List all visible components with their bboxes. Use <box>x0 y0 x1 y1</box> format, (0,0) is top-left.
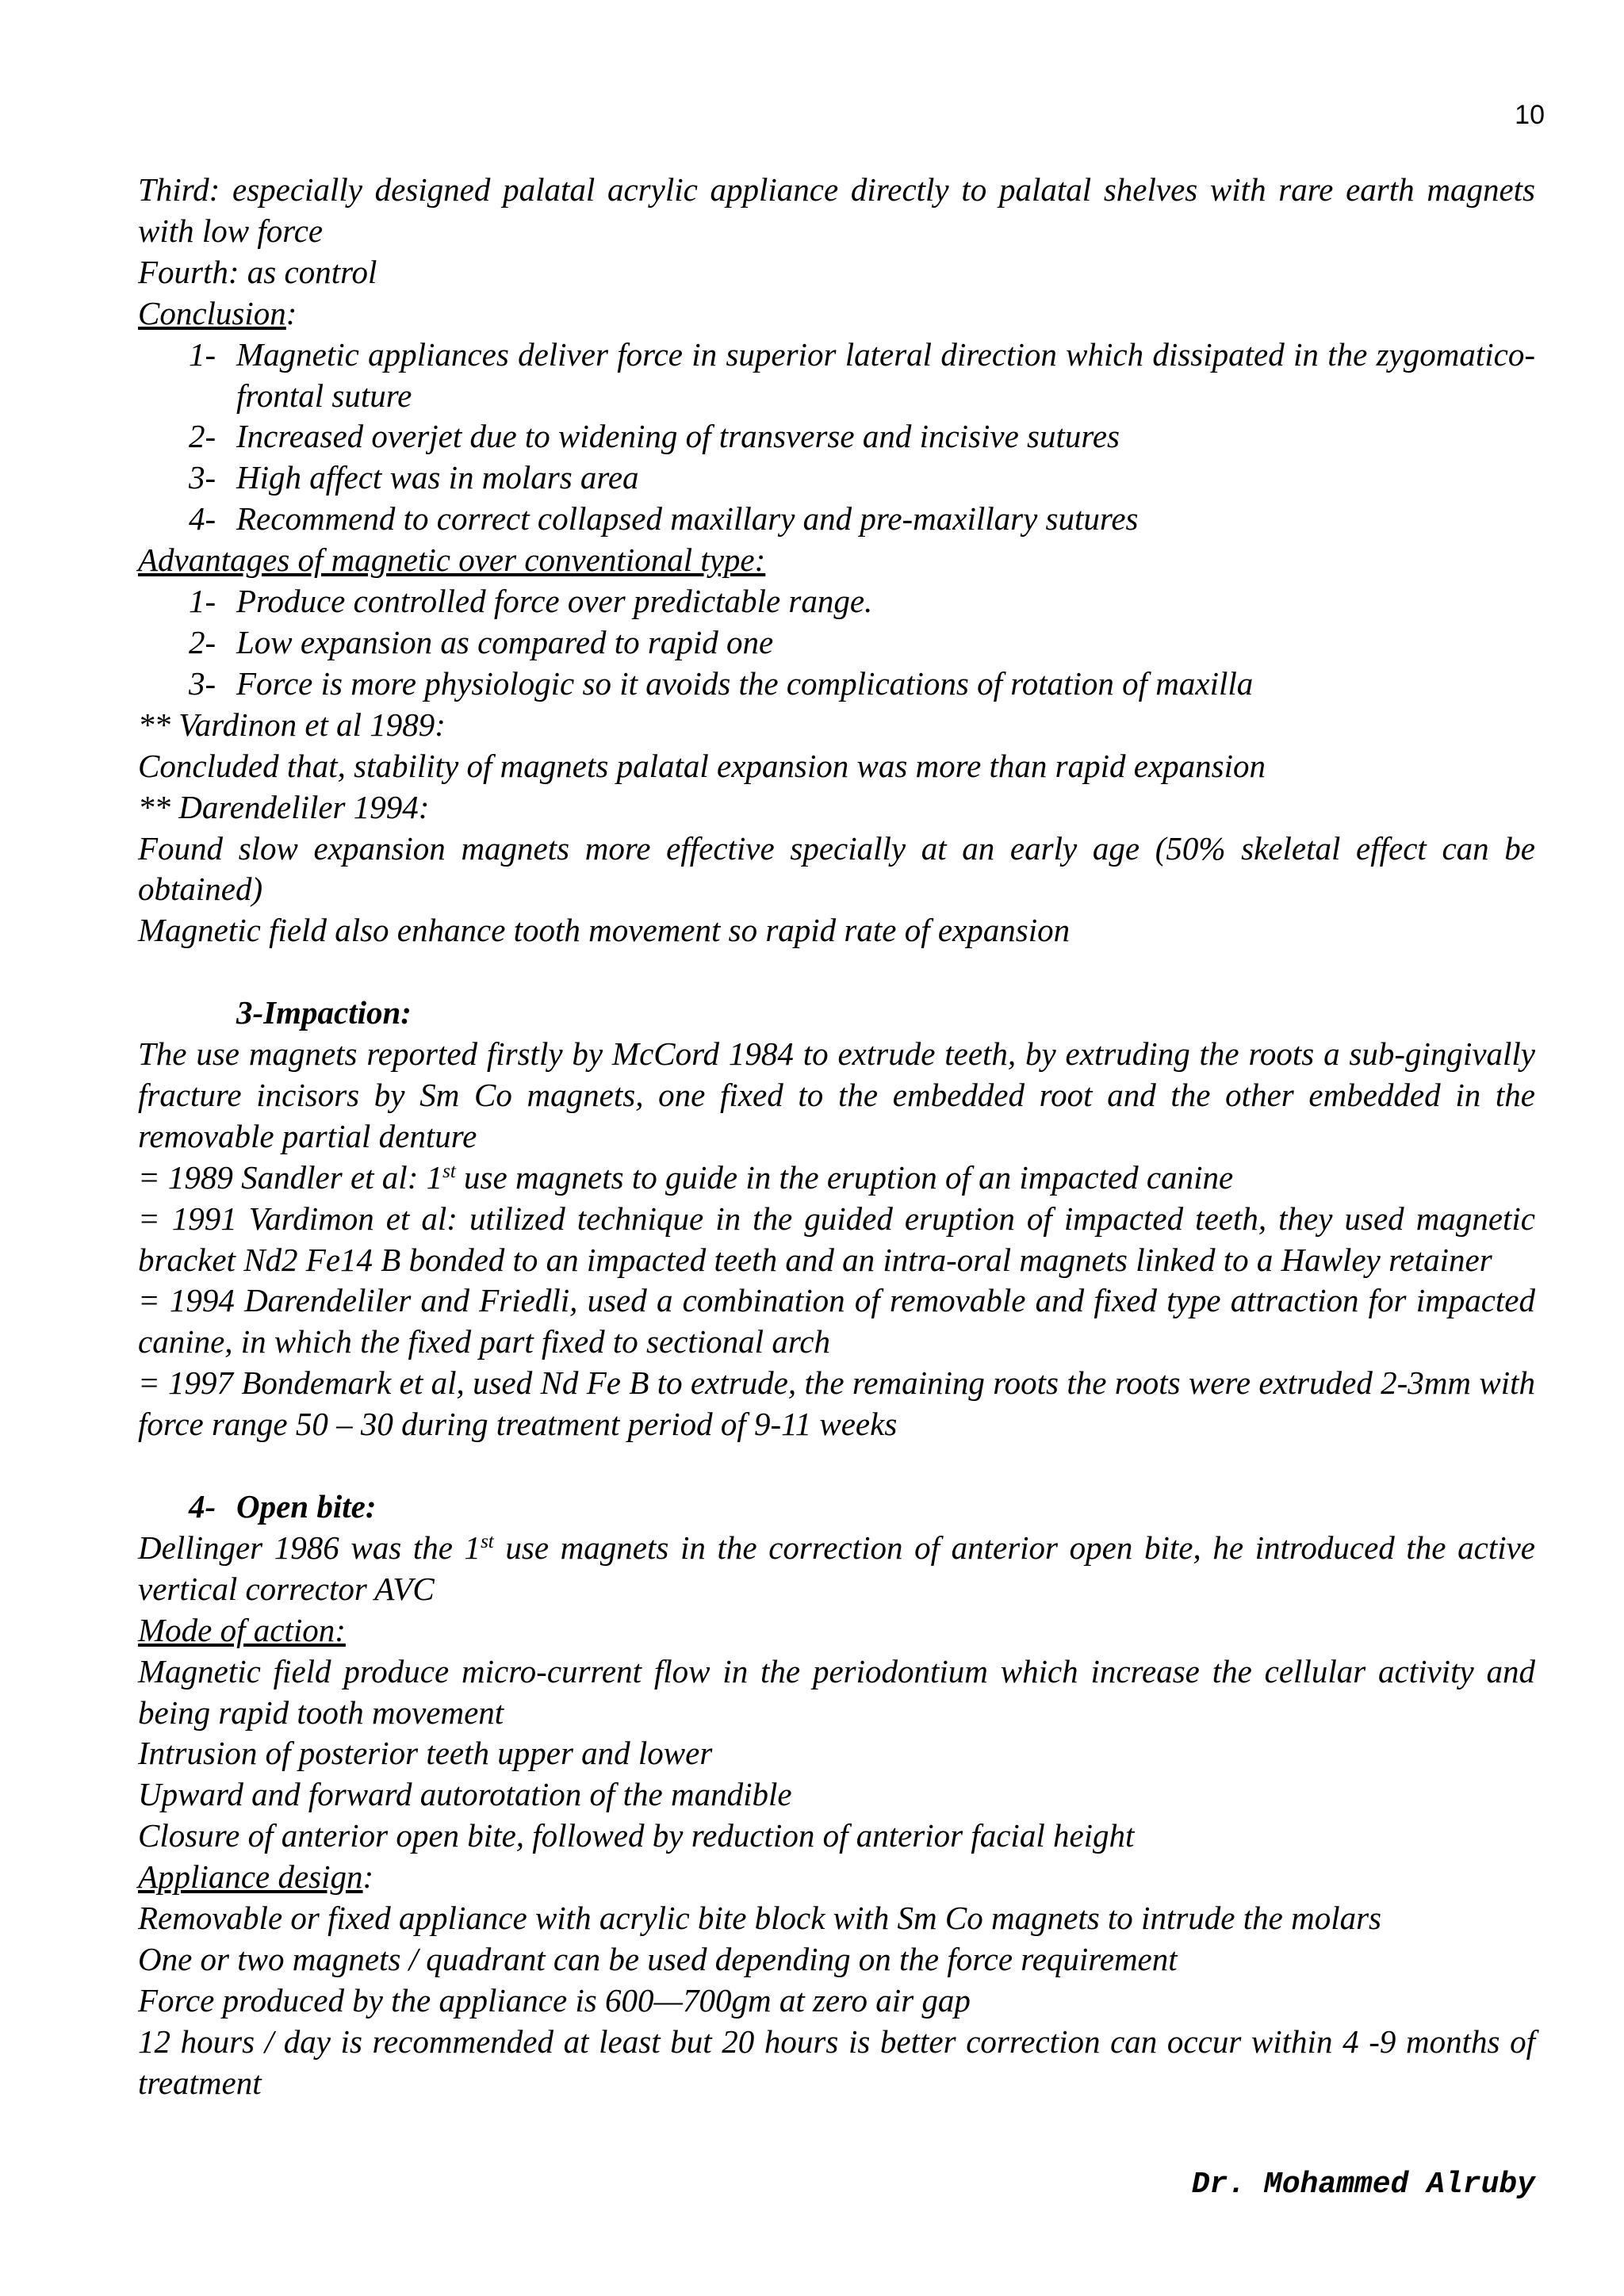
impaction-heading: 3-Impaction: <box>236 994 412 1031</box>
intro-text: use magnets in the correction of anterior open bite, he introduced the active vertical corrector AVC <box>138 1529 1535 1607</box>
entry-text: = 1989 Sandler et al: 1 <box>138 1158 443 1196</box>
mode-of-action-heading: Mode of action: <box>138 1611 346 1648</box>
impaction-entry: = 1994 Darendeliler and Friedli, used a combination of removable and fixed type attraction for impacted canine, in which the fixed part fixed to sectional arch <box>138 1282 1535 1360</box>
open-bite-intro <box>138 1528 1535 1610</box>
list-item-text: Magnetic appliances deliver force in superior lateral direction which dissipated in the zygomatico-frontal suture <box>236 335 1535 414</box>
appliance-design-heading <box>138 1857 1535 1898</box>
list-item-text: Increased overjet due to widening of transverse and incisive sutures <box>236 418 1120 455</box>
heading-text: Appliance design <box>138 1858 363 1896</box>
blank-line <box>138 1445 1535 1487</box>
impaction-intro: The use magnets reported firstly by McCord 1984 to extrude teeth, by extruding the roots a sub-gingivally fracture incisors by Sm Co magnets, one fixed to the embedded root and the other embedded in the removable partial denture <box>138 1035 1535 1154</box>
mode-item: Intrusion of posterior teeth upper and lower <box>138 1735 713 1772</box>
intro-text: Dellinger 1986 was the 1 <box>138 1529 481 1566</box>
impaction-entry: = 1997 Bondemark et al, used Nd Fe B to extrude, the remaining roots the roots were extruded 2-3mm with force range 50 – 30 during treatment period of 9-11 weeks <box>138 1364 1535 1443</box>
design-item: One or two magnets / quadrant can be used depending on the force requirement <box>138 1940 1178 1977</box>
impaction-entry: = 1991 Vardimon et al: utilized technique in the guided eruption of impacted teeth, they used magnetic bracket Nd2 Fe14 B bonded to an impacted teeth and an intra-oral magnets linked to a Hawley retainer <box>138 1200 1535 1278</box>
entry-text: use magnets to guide in the eruption of an impacted canine <box>455 1158 1234 1196</box>
heading-number: 4- <box>189 1487 216 1525</box>
advantages-list <box>138 581 1535 705</box>
page-content <box>138 170 1535 2104</box>
list-item-text: Force is more physiologic so it avoids the complications of rotation of maxilla <box>236 664 1254 702</box>
list-item <box>138 664 1535 705</box>
list-item-text: Recommend to correct collapsed maxillary and pre-maxillary sutures <box>236 500 1139 538</box>
conclusion-list <box>138 335 1535 541</box>
conclusion-heading-suffix: : <box>285 294 297 331</box>
list-item <box>138 622 1535 664</box>
blank-line <box>138 951 1535 993</box>
study-text: Concluded that, stability of magnets palatal expansion was more than rapid expansion <box>138 747 1266 784</box>
list-item-text: Low expansion as compared to rapid one <box>236 623 774 660</box>
impaction-entry <box>138 1158 1535 1199</box>
list-number: 1- <box>189 583 216 620</box>
magnetic-field-note: Magnetic field also enhance tooth movement so rapid rate of expansion <box>138 912 1071 949</box>
study-reference: ** Darendeliler 1994: <box>138 788 430 825</box>
open-bite-heading <box>138 1487 1535 1528</box>
design-item: Force produced by the appliance is 600—700gm at zero air gap <box>138 1981 971 2019</box>
list-item <box>138 581 1535 622</box>
list-item <box>138 416 1535 457</box>
mode-item: Closure of anterior open bite, followed by reduction of anterior facial height <box>138 1817 1135 1854</box>
conclusion-heading-text: Conclusion <box>138 294 286 331</box>
mode-item: Upward and forward autorotation of the mandible <box>138 1776 792 1813</box>
design-item: Removable or fixed appliance with acrylic bite block with Sm Co magnets to intrude the molars <box>138 1900 1381 1937</box>
list-number: 2- <box>189 418 216 455</box>
list-item <box>138 335 1535 417</box>
list-number: 1- <box>189 335 216 373</box>
advantages-heading: Advantages of magnetic over conventional type: <box>138 541 766 579</box>
superscript: st <box>442 1160 456 1182</box>
conclusion-heading <box>138 293 1535 335</box>
list-item <box>138 457 1535 499</box>
list-number: 3- <box>189 664 216 702</box>
footer-author: Dr. Mohammed Alruby <box>1191 2168 1535 2202</box>
superscript: st <box>481 1530 494 1552</box>
list-item-text: High affect was in molars area <box>236 459 639 496</box>
list-number: 4- <box>189 500 216 538</box>
study-reference: ** Vardinon et al 1989: <box>138 706 446 743</box>
mode-item: Magnetic field produce micro-current flow in the periodontium which increase the cellular activity and being rapid tooth movement <box>138 1652 1535 1731</box>
study-text: Found slow expansion magnets more effective specially at an early age (50% skeletal effect can be obtained) <box>138 829 1535 908</box>
heading-text: Open bite: <box>236 1487 377 1525</box>
intro-third: Third: especially designed palatal acrylic appliance directly to palatal shelves with rare earth magnets with low force <box>138 171 1535 249</box>
list-number: 2- <box>189 623 216 660</box>
intro-fourth: Fourth: as control <box>138 253 377 290</box>
design-item: 12 hours / day is recommended at least but 20 hours is better correction can occur within 4 -9 months of treatment <box>138 2022 1535 2101</box>
list-item-text: Produce controlled force over predictable range. <box>236 583 873 620</box>
list-item <box>138 499 1535 540</box>
heading-suffix: : <box>362 1858 374 1896</box>
list-number: 3- <box>189 459 216 496</box>
page-number: 10 <box>1515 100 1545 130</box>
